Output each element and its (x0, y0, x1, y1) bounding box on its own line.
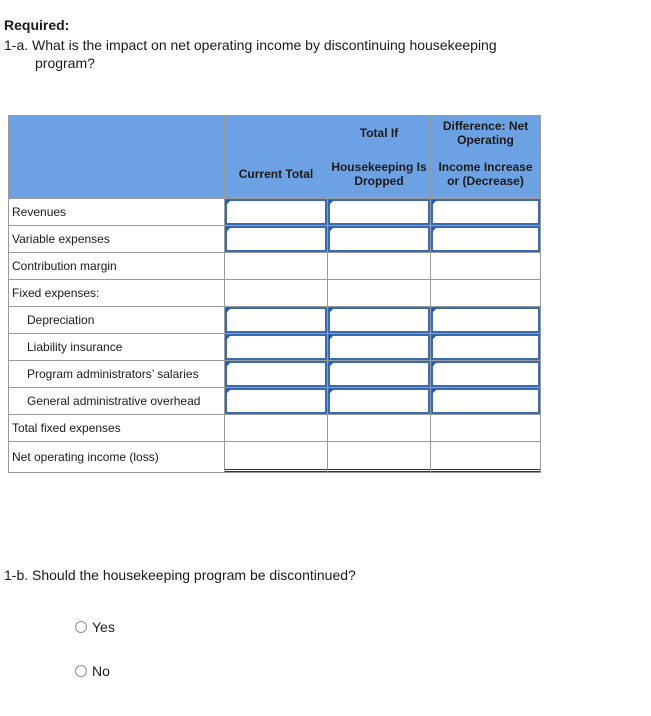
cell-wrap (328, 388, 431, 415)
fixed-expenses-dropped-cell (328, 280, 431, 307)
row-label-fixed-expenses: Fixed expenses: (9, 280, 225, 307)
cell-wrap (225, 226, 328, 253)
header-blank-3 (9, 150, 225, 199)
option-no-label: No (92, 663, 110, 679)
net-income-dropped-cell (328, 442, 430, 472)
general-admin-overhead-current-input[interactable] (225, 388, 327, 414)
cell-wrap (431, 226, 541, 253)
total-fixed-dropped-cell (328, 415, 431, 442)
variable-expenses-difference-input[interactable] (431, 226, 540, 252)
cell-wrap (431, 361, 541, 388)
table-row-liability-insurance (9, 334, 541, 361)
net-income-current-cell (225, 442, 327, 472)
program-admin-salaries-current-input[interactable] (225, 361, 327, 387)
cell-wrap (225, 199, 328, 226)
cell-wrap (431, 199, 541, 226)
header-difference-line2: Income Increase or (Decrease) (431, 150, 541, 199)
row-label-liability-insurance: Liability insurance (9, 334, 225, 361)
header-current-total: Current Total (225, 150, 328, 199)
net-income-difference-cell (431, 442, 540, 472)
radio-no-icon[interactable] (75, 665, 87, 677)
row-label-revenues: Revenues (9, 199, 225, 226)
fixed-expenses-current-cell (225, 280, 328, 307)
table-row-fixed-expenses (9, 280, 541, 307)
variable-expenses-dropped-input[interactable] (328, 226, 430, 252)
revenues-difference-input[interactable] (431, 199, 540, 225)
contribution-margin-difference-cell (431, 253, 541, 280)
question-1b: 1-b. Should the housekeeping program be discontinued? (4, 567, 356, 583)
question-1a-text-line1: What is the impact on net operating income by discontinuing housekeeping (32, 37, 497, 53)
total-fixed-difference-cell (431, 415, 541, 442)
cell-wrap (328, 361, 431, 388)
row-label-depreciation: Depreciation (9, 307, 225, 334)
cell-wrap (225, 334, 328, 361)
contribution-margin-current-cell (225, 253, 328, 280)
row-label-total-fixed-expenses: Total fixed expenses (9, 415, 225, 442)
cell-wrap (225, 442, 328, 473)
depreciation-dropped-input[interactable] (328, 307, 430, 333)
table-row-total-fixed-expenses (9, 415, 541, 442)
cell-wrap (431, 334, 541, 361)
question-1a (4, 36, 624, 72)
analysis-table (8, 115, 541, 473)
header-row-1 (9, 116, 541, 150)
question-1a-text-line2: program? (35, 55, 95, 71)
table-row-net-operating-income (9, 442, 541, 473)
liability-insurance-difference-input[interactable] (431, 334, 540, 360)
question-1a-number: 1-a. (4, 37, 29, 53)
liability-insurance-dropped-input[interactable] (328, 334, 430, 360)
revenues-current-input[interactable] (225, 199, 327, 225)
depreciation-difference-input[interactable] (431, 307, 540, 333)
cell-wrap (328, 199, 431, 226)
header-difference-line1: Difference: Net Operating (431, 116, 541, 150)
cell-wrap (328, 442, 431, 473)
row-label-variable-expenses: Variable expenses (9, 226, 225, 253)
program-admin-salaries-difference-input[interactable] (431, 361, 540, 387)
general-admin-overhead-dropped-input[interactable] (328, 388, 430, 414)
table-row-program-admin-salaries (9, 361, 541, 388)
liability-insurance-current-input[interactable] (225, 334, 327, 360)
revenues-dropped-input[interactable] (328, 199, 430, 225)
table-row-contribution-margin (9, 253, 541, 280)
cell-wrap (225, 388, 328, 415)
option-yes-label: Yes (92, 619, 115, 635)
option-yes[interactable] (75, 619, 115, 635)
option-no[interactable] (75, 663, 110, 679)
header-total-if-line2: Housekeeping Is Dropped (328, 150, 431, 199)
header-blank-1 (9, 116, 225, 150)
cell-wrap (328, 307, 431, 334)
cell-wrap (431, 442, 541, 473)
cell-wrap (431, 388, 541, 415)
table-row-revenues (9, 199, 541, 226)
cell-wrap (225, 307, 328, 334)
row-label-net-operating-income: Net operating income (loss) (9, 442, 225, 473)
row-label-contribution-margin: Contribution margin (9, 253, 225, 280)
variable-expenses-current-input[interactable] (225, 226, 327, 252)
cell-wrap (328, 334, 431, 361)
row-label-general-admin-overhead: General administrative overhead (9, 388, 225, 415)
depreciation-current-input[interactable] (225, 307, 327, 333)
general-admin-overhead-difference-input[interactable] (431, 388, 540, 414)
table-row-variable-expenses (9, 226, 541, 253)
total-fixed-current-cell (225, 415, 328, 442)
cell-wrap (328, 226, 431, 253)
cell-wrap (431, 307, 541, 334)
required-heading: Required: (4, 17, 70, 33)
radio-yes-icon[interactable] (75, 621, 87, 633)
header-row-2 (9, 150, 541, 199)
fixed-expenses-difference-cell (431, 280, 541, 307)
row-label-program-admin-salaries: Program administrators’ salaries (9, 361, 225, 388)
header-blank-2 (225, 116, 328, 150)
cell-wrap (225, 361, 328, 388)
header-total-if-line1: Total If (328, 116, 431, 150)
table-row-general-admin-overhead (9, 388, 541, 415)
contribution-margin-dropped-cell (328, 253, 431, 280)
program-admin-salaries-dropped-input[interactable] (328, 361, 430, 387)
table-row-depreciation (9, 307, 541, 334)
